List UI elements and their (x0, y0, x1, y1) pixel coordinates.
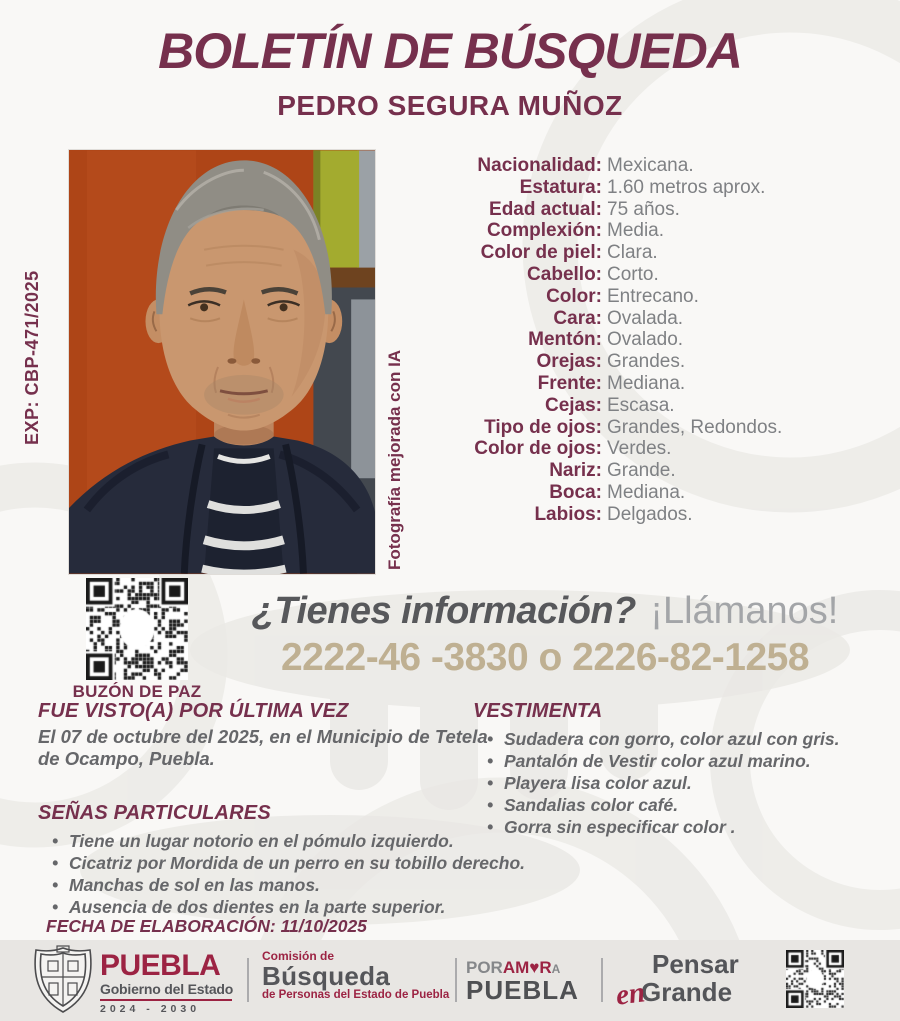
missing-person-name: PEDRO SEGURA MUÑOZ (277, 90, 623, 121)
detail-value: Verdes. (607, 438, 672, 460)
detail-label: Color: (546, 285, 602, 307)
physical-details-list (436, 155, 898, 526)
detail-label: Orejas: (536, 351, 602, 373)
detail-value: Entrecano. (607, 285, 699, 307)
footer-divider (455, 958, 457, 1002)
detail-row (436, 417, 898, 439)
detail-row (436, 264, 898, 286)
clothing-item: • Sandalias color café. (487, 794, 893, 816)
buzon-de-paz-qr-code (86, 578, 188, 680)
detail-row (436, 155, 898, 177)
detail-label: Tipo de ojos: (484, 416, 602, 438)
por-text: POR (466, 958, 503, 977)
clothing-item: • Pantalón de Vestir color azul marino. (487, 750, 893, 772)
detail-value: Ovalada. (607, 307, 684, 329)
detail-value: Grandes, Redondos. (607, 416, 783, 438)
sign-item: • Tiene un lugar notorio en el pómulo izquierdo. (52, 830, 598, 852)
detail-row (436, 220, 898, 242)
clothing-item: • Playera lisa color azul. (487, 772, 893, 794)
detail-label: Nariz: (549, 460, 602, 482)
footer-divider (601, 958, 603, 1002)
detail-label: Color de ojos: (474, 438, 602, 460)
detail-label: Nacionalidad: (477, 155, 602, 176)
detail-label: Cara: (553, 307, 602, 329)
detail-value: Mediana. (607, 481, 686, 503)
phone-numbers: 2222-46 -3830 o 2226-82-1258 (280, 636, 810, 679)
detail-value: Clara. (607, 242, 658, 264)
puebla-coat-of-arms-icon (32, 945, 94, 1015)
last-seen-text: El 07 de octubre del 2025, en el Municipio de Tetela de Ocampo, Puebla. (38, 726, 488, 769)
sign-item: • Cicatriz por Mordida de un perro en su tobillo derecho. (52, 852, 598, 874)
gov-logo-divider (100, 999, 232, 1001)
detail-value: 75 años. (607, 198, 680, 220)
last-seen-section (38, 700, 490, 770)
detail-label: Cejas: (544, 394, 602, 416)
detail-value: Mexicana. (607, 155, 694, 176)
puebla-government-logo (100, 951, 240, 1015)
detail-label: Boca: (549, 481, 602, 503)
last-seen-heading: FUE VISTO(A) POR ÚLTIMA VEZ (38, 700, 349, 722)
gov-logo-subtitle: Gobierno del Estado (100, 981, 234, 997)
commission-line3: de Personas del Estado de Puebla (262, 989, 450, 1001)
clothing-item: • Sudadera con gorro, color azul con gris. (487, 728, 893, 750)
search-commission-logo (262, 949, 449, 1001)
footer-qr-code (786, 950, 844, 1008)
detail-row (436, 438, 898, 460)
detail-row (436, 286, 898, 308)
detail-value: Ovalado. (607, 329, 684, 351)
footer-divider (247, 958, 249, 1002)
case-number: EXP: CBP-471/2025 (22, 270, 42, 445)
detail-row (436, 242, 898, 264)
missing-person-photo (68, 149, 376, 575)
detail-value: Grandes. (607, 351, 686, 373)
detail-value: Delgados. (607, 503, 693, 525)
detail-value: Escasa. (607, 394, 675, 416)
a-text: A (551, 962, 561, 976)
pensar-en-grande-logo (614, 949, 739, 1012)
detail-row (436, 308, 898, 330)
detail-value: 1.60 metros aprox. (607, 176, 766, 198)
detail-row (436, 460, 898, 482)
detail-row (436, 329, 898, 351)
detail-value: Mediana. (607, 372, 686, 394)
detail-label: Labios: (534, 503, 602, 525)
detail-label: Edad actual: (489, 198, 602, 220)
en-script-text: en (614, 976, 647, 1012)
portrait-illustration (69, 150, 375, 574)
detail-row (436, 395, 898, 417)
detail-value: Corto. (607, 263, 659, 285)
particular-signs-heading: SEÑAS PARTICULARES (38, 802, 271, 824)
grande-text: Grande (641, 977, 733, 1007)
sign-item: • Manchas de sol en las manos. (52, 874, 598, 896)
have-information-text: ¿Tienes información? (251, 590, 636, 632)
clothing-heading: VESTIMENTA (473, 700, 603, 722)
amor-heart-text: AM♥R (502, 958, 552, 977)
detail-label: Mentón: (528, 329, 602, 351)
detail-label: Color de piel: (480, 242, 602, 264)
photo-ai-note: Fotografía mejorada con IA (385, 349, 404, 570)
commission-line1: Comisión de (262, 949, 335, 963)
clothing-item: • Gorra sin especificar color . (487, 816, 893, 838)
gov-logo-years: 2024 - 2030 (100, 1003, 201, 1015)
buzon-de-paz-label: BUZÓN DE PAZ (72, 682, 202, 701)
detail-row (436, 177, 898, 199)
sign-item: • Ausencia de dos dientes en la parte superior. (52, 896, 598, 918)
puebla-text: PUEBLA (466, 975, 579, 1005)
detail-label: Cabello: (527, 263, 602, 285)
detail-row (436, 482, 898, 504)
page-title: BOLETÍN DE BÚSQUEDA (158, 23, 742, 79)
detail-value: Media. (607, 220, 665, 242)
footer-logo-bar (0, 940, 900, 1021)
detail-label: Frente: (537, 372, 602, 394)
elaboration-date: FECHA DE ELABORACIÓN: 11/10/2025 (46, 916, 367, 936)
por-amor-a-puebla-logo (466, 958, 579, 1005)
detail-row (436, 351, 898, 373)
pensar-text: Pensar (652, 949, 739, 979)
detail-row (436, 199, 898, 221)
detail-row (436, 373, 898, 395)
gov-logo-name: PUEBLA (100, 949, 221, 982)
detail-label: Estatura: (519, 176, 602, 198)
detail-value: Grande. (607, 460, 676, 482)
particular-signs-section (38, 802, 598, 918)
call-us-text: ¡Llámanos! (650, 590, 839, 632)
contact-callout (195, 590, 895, 633)
detail-label: Complexión: (486, 220, 602, 242)
commission-line2: Búsqueda (262, 961, 391, 991)
detail-row (436, 504, 898, 526)
